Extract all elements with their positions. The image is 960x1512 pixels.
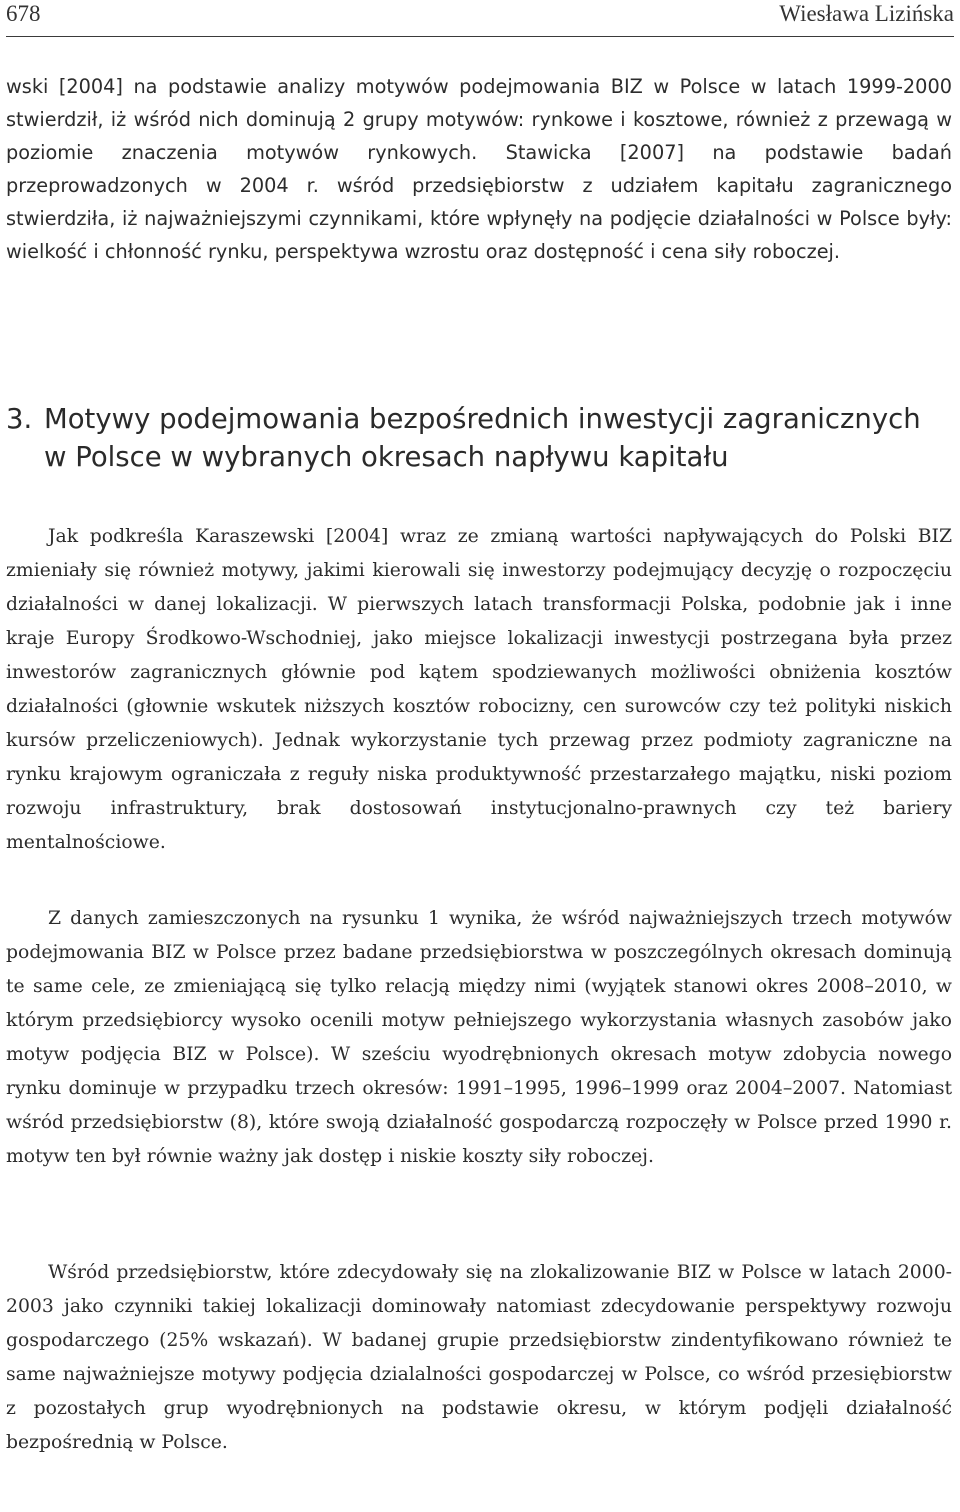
running-head-author: Wiesława Lizińska: [779, 1, 954, 26]
text-line: 1999-2000 stwierdził, iż wśród nich dominują 2 grupy motywów: rynkowe i ko: [6, 75, 952, 131]
text-line: dejmujący decyzję o rozpoczęciu działalności w danej lokalizacji. W pierwszych la: [6, 560, 952, 615]
text-line: grupie przedsiębiorstw zindentyfikowano również te same najważniejsze moty: [6, 1330, 952, 1385]
text-line: trzech motywów podejmowania BIZ w Polsce przez badane przedsiębiorstwa: [6, 908, 952, 963]
section-title-line1: Motywy podejmowania bezpośrednich inwestycji zagranicznych: [44, 403, 921, 435]
text-line: cydowanie perspektywy rozwoju gospodarczego (25% wskazań). W badanej: [6, 1296, 952, 1351]
text-line: rynku dominuje w przypadku trzech okresów: 1991–1995, 1996–1999 oraz: [6, 1078, 736, 1099]
text-line: i chłonność rynku, perspektywa wzrostu oraz dostępność i cena siły roboczej.: [93, 240, 841, 263]
paragraph-intro: [6, 70, 952, 268]
text-line: sztowe, również z przewagą w poziomie znaczenia motywów rynkowych.: [6, 108, 952, 164]
section-title-line2: w Polsce w wybranych okresach napływu kapitału: [44, 441, 729, 473]
text-line: wy podjęcia dzialalności gospodarczej w Polsce, co wśród przesiębiorstw z pozo: [6, 1364, 953, 1419]
text-line: 2004–2007. Natomiast wśród przedsiębiorstw (8), które swoją działalność gospo: [6, 1078, 953, 1133]
text-line: wski [2004] na podstawie analizy motywów podejmowania BIZ w Polsce w latach: [6, 75, 847, 98]
text-line: między nimi (wyjątek stanowi okres 2008–2010, w którym przedsiębiorcy wysoko: [6, 976, 952, 1031]
page-header: [6, 0, 954, 37]
text-line: Polski BIZ zmieniały się również motywy, jakimi kierowali się inwestorzy po: [6, 526, 952, 581]
text-line: tach transformacji Polska, podobnie jak i inne kraje Europy Środkowo-Wschod: [6, 594, 952, 649]
text-line: stałych grup wyodrębnionych na podstawie okresu, w którym podjęli działalność: [78, 1398, 952, 1419]
text-line: Wśród przedsiębiorstw, które zdecydowały się na zlokalizowanie BIZ w Pol: [48, 1262, 771, 1283]
text-line: brak dostosowań instytucjonalno-prawnych czy też bariery mentalnościowe.: [6, 798, 952, 853]
text-line: niej, jako miejsce lokalizacji inwestycji postrzegana była przez inwestorów: [6, 628, 952, 683]
text-line: czy też polityki niskich kursów przeliczeniowych). Jednak wykorzystanie tych: [6, 696, 952, 751]
paragraph-karaszewski: [6, 520, 952, 860]
text-line: mi czynnikami, które wpłynęły na podjęcie działalności w Polsce były: wielkość: [6, 207, 952, 263]
text-line: przedsiębiorstw z udziałem kapitału zagranicznego stwierdziła, iż najważniejszy: [6, 174, 952, 230]
text-line: Z danych zamieszczonych na rysunku 1 wynika, że wśród najważniejszych: [48, 908, 792, 929]
text-line: zagranicznych głównie pod kątem spodziewanych możliwości obniżenia ko: [130, 662, 898, 683]
text-line: ocenili motyw pełniejszego wykorzystania własnych zasobów jako motyw podję: [6, 1010, 952, 1065]
text-line: w poszczególnych okresach dominują te same cele, ze zmieniającą się tylko relacją: [6, 942, 953, 997]
page-number: 678: [6, 1, 41, 26]
text-line: przewag przez podmioty zagraniczne na rynku krajowym ograniczała z reguły ni: [6, 730, 952, 785]
paragraph-2000-2003: [6, 1256, 952, 1460]
text-line: darczą rozpoczęły w Polsce przed 1990 r. motyw ten był równie ważny jak dostęp: [6, 1112, 952, 1167]
section-number: 3.: [6, 403, 33, 435]
text-line: Stawicka [2007] na podstawie badań przeprowadzonych w 2004 r. wśród: [6, 141, 952, 197]
text-line: i niskie koszty siły roboczej.: [388, 1146, 654, 1167]
text-line: bezpośrednią w Polsce.: [6, 1432, 228, 1453]
text-line: Jak podkreśla Karaszewski [2004] wraz ze zmianą wartości napływających do: [48, 526, 850, 547]
section-heading: [6, 400, 952, 476]
text-line: ska produktywność przestarzałego majątku, niski poziom rozwoju infrastruktury,: [6, 764, 952, 819]
paragraph-rysunek: [6, 902, 952, 1174]
text-line: sztów działalności (głownie wskutek niższych kosztów robocizny, cen surowców: [6, 662, 952, 717]
text-line: cia BIZ w Polsce). W sześciu wyodrębnionych okresach motyw zdobycia nowego: [133, 1044, 952, 1065]
text-line: sce w latach 2000-2003 jako czynniki takiej lokalizacji dominowały natomiast zde: [6, 1262, 952, 1317]
